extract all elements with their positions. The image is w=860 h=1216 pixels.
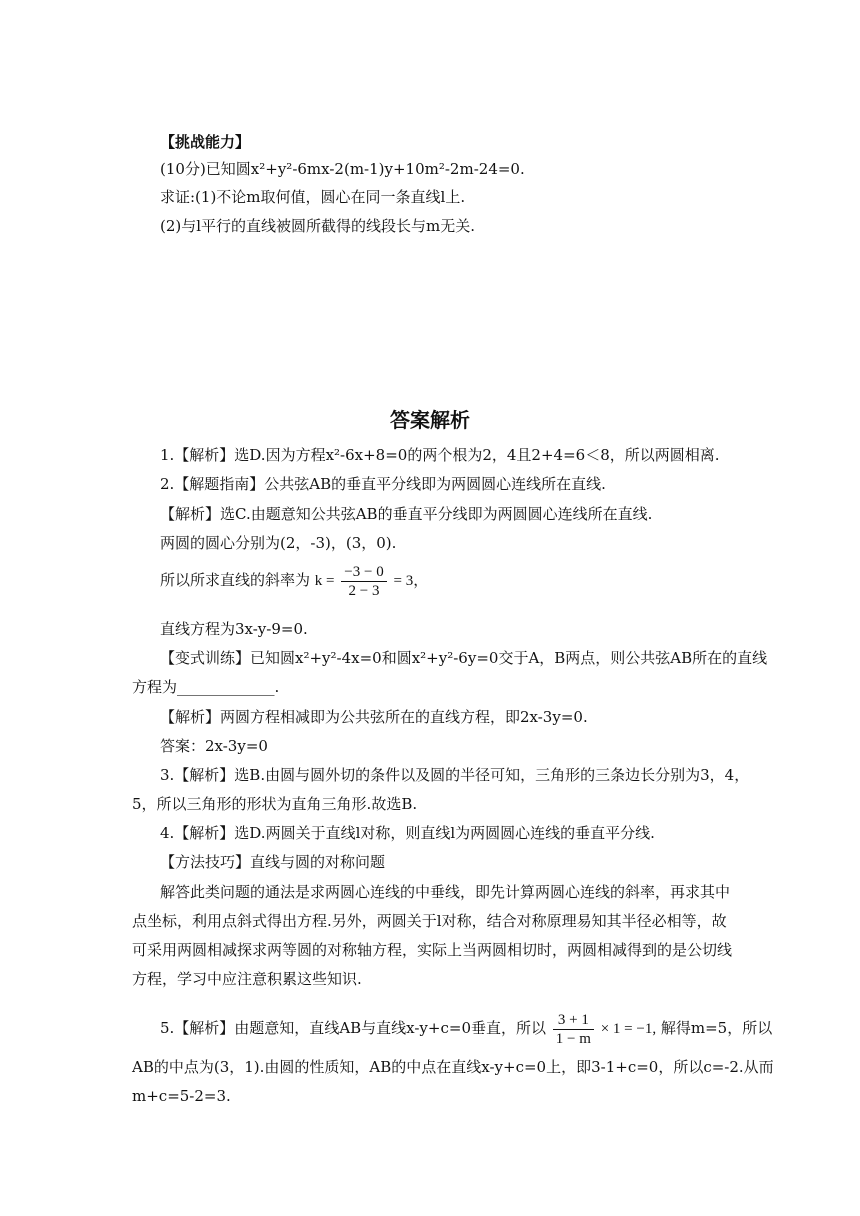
slope-lhs: k =	[314, 573, 335, 589]
method-tip-line-1: 解答此类问题的通法是求两圆心连线的中垂线，即先计算两圆心连线的斜率，再求其中	[160, 883, 731, 901]
challenge-title: 【挑战能力】	[160, 133, 251, 151]
method-tip-line-3: 可采用两圆相减探求两等圆的对称轴方程，实际上当两圆相切时，两圆相减得到的是公切线	[132, 941, 733, 959]
answer-5-product: × 1 = −1,	[600, 1021, 657, 1037]
answer-4: 4.【解析】选D.两圆关于直线l对称，则直线l为两圆圆心连线的垂直平分线.	[160, 824, 655, 842]
slope-fraction	[341, 563, 386, 600]
answer-2-slope	[160, 562, 428, 600]
answer-5-line-1	[160, 1010, 772, 1048]
variant-training-2: 方程为_____________.	[132, 678, 280, 696]
answer-5-numerator: 3 + 1	[553, 1011, 594, 1030]
answer-5-denominator: 1 − m	[555, 1030, 591, 1047]
answer-2-line-equation: 直线方程为3x-y-9=0.	[160, 620, 308, 638]
slope-rhs: = 3，	[393, 573, 429, 589]
variant-solution: 【解析】两圆方程相减即为公共弦所在的直线方程，即2x-3y=0.	[160, 708, 588, 726]
answer-5-line-2: AB的中点为(3，1).由圆的性质知，AB的中点在直线x-y+c=0上，即3-1+c=0，所以c=-2.从而	[132, 1058, 774, 1076]
answer-2-guide: 2.【解题指南】公共弦AB的垂直平分线即为两圆圆心连线所在直线.	[160, 475, 606, 493]
answer-3-line-2: 5，所以三角形的形状为直角三角形.故选B.	[132, 795, 418, 813]
slope-denominator: 2 − 3	[348, 582, 380, 599]
slope-prefix: 所以所求直线的斜率为	[160, 571, 311, 589]
variant-answer: 答案：2x-3y=0	[160, 737, 268, 755]
answer-5-prefix: 5.【解析】由题意知，直线AB与直线x-y+c=0垂直，所以	[160, 1019, 546, 1037]
method-tip-line-4: 方程，学习中应注意积累这些知识.	[132, 970, 362, 988]
answer-5-line-3: m+c=5-2=3.	[132, 1087, 231, 1105]
challenge-question-2: (2)与l平行的直线被圆所截得的线段长与m无关.	[160, 217, 476, 235]
answer-5-suffix: 解得m=5，所以	[660, 1019, 773, 1037]
answer-5-fraction	[553, 1011, 594, 1048]
answers-heading: 答案解析	[390, 408, 470, 432]
answer-3-line-1: 3.【解析】选B.由圆与圆外切的条件以及圆的半径可知，三角形的三条边长分别为3，4，	[160, 766, 750, 784]
answer-2-solution: 【解析】选C.由题意知公共弦AB的垂直平分线即为两圆圆心连线所在直线.	[160, 505, 653, 523]
answer-1: 1.【解析】选D.因为方程x²-6x+8=0的两个根为2，4且2+4=6＜8，所以两圆相离.	[160, 446, 720, 464]
variant-training-1: 【变式训练】已知圆x²+y²-4x=0和圆x²+y²-6y=0交于A，B两点，则公共弦AB所在的直线	[160, 649, 768, 667]
method-tip-title: 【方法技巧】直线与圆的对称问题	[160, 853, 386, 871]
slope-numerator: −3 − 0	[341, 563, 386, 582]
challenge-problem: (10分)已知圆x²+y²-6mx-2(m-1)y+10m²-2m-24=0.	[160, 160, 525, 178]
method-tip-line-2: 点坐标，利用点斜式得出方程.另外，两圆关于l对称，结合对称原理易知其半径必相等，故	[132, 912, 727, 930]
challenge-question-1: 求证:(1)不论m取何值，圆心在同一条直线l上.	[160, 188, 466, 206]
answer-2-centers: 两圆的圆心分别为(2，-3)，(3，0).	[160, 534, 397, 552]
